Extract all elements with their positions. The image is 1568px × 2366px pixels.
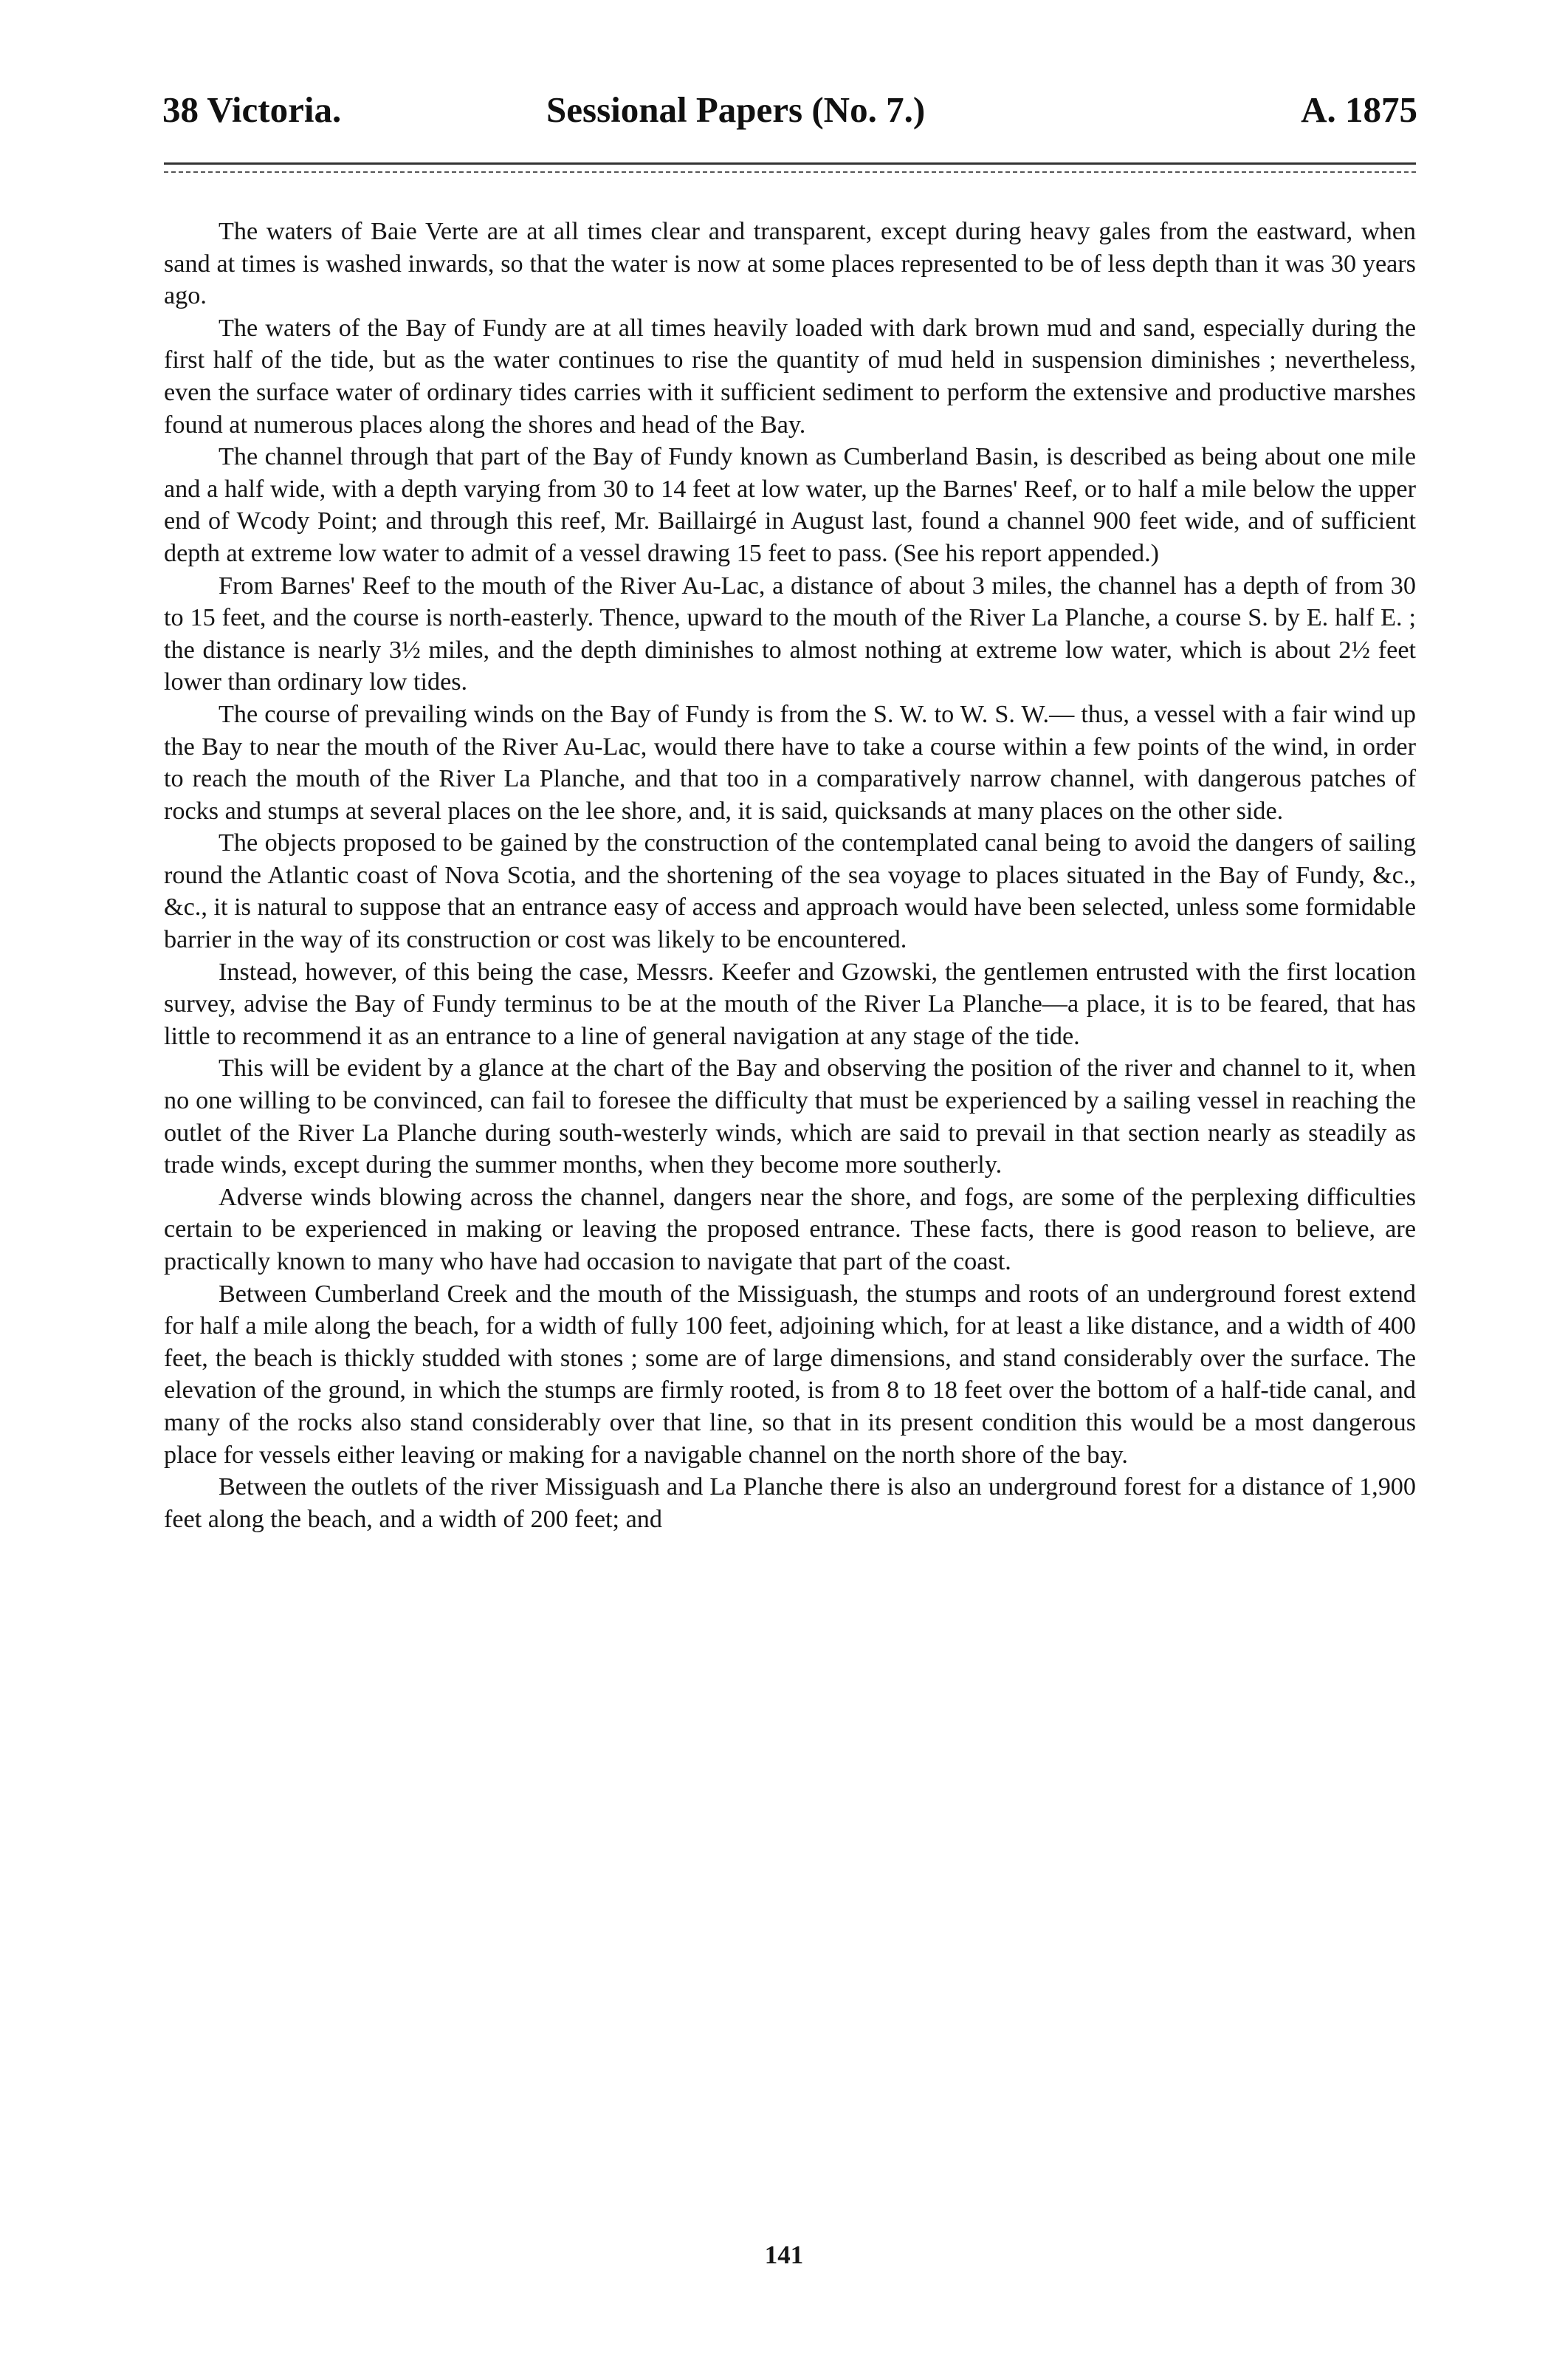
body-text — [164, 216, 1416, 1535]
paragraph: Between the outlets of the river Missiguash and La Planche there is also an underground forest for a distance of 1,900 feet along the beach, and a width of 200 feet; and — [164, 1473, 1416, 1533]
header-series-title: Sessional Papers (No. 7.) — [546, 89, 926, 130]
paragraph: Adverse winds blowing across the channel, dangers near the shore, and fogs, are some of the perplexing difficulties certain to be experienced in making or leaving the proposed entrance. These facts, there is good reason to believe, are practically known to many who have had occasion to navigate that part of the coast. — [164, 1183, 1416, 1275]
header-rule — [164, 157, 1416, 179]
header-rule-solid — [164, 162, 1416, 165]
page-header — [162, 89, 1417, 140]
paragraph: The waters of the Bay of Fundy are at all times heavily loaded with dark brown mud and sand, especially during the first half of the tide, but as the water continues to rise the quantity of mud held in suspension diminishes ; nevertheless, even the surface water of ordinary tides carries with it sufficient sediment to perform the extensive and productive marshes found at numerous places along the shores and head of the Bay. — [164, 314, 1416, 439]
paragraph: The waters of Baie Verte are at all times clear and transparent, except during heavy gales from the eastward, when sand at times is washed inwards, so that the water is now at some places represented to be of less depth than it was 30 years ago. — [164, 218, 1416, 310]
paragraph: The objects proposed to be gained by the construction of the contemplated canal being to avoid the dangers of sailing round the Atlantic coast of Nova Scotia, and the shortening of the sea voyage to places situated in the Bay of Fundy, &c., &c., it is natural to suppose that an entrance easy of access and approach would have been selected, unless some formidable barrier in the way of its construction or cost was likely to be encountered. — [164, 829, 1416, 954]
paragraph: Between Cumberland Creek and the mouth of the Missiguash, the stumps and roots of an underground forest extend for half a mile along the beach, for a width of fully 100 feet, adjoining which, for at least a like distance, and a width of 400 feet, the beach is thickly studded with stones ; some are of large dimensions, and stand considerably over the surface. The elevation of the ground, in which the stumps are firmly rooted, is from 8 to 18 feet over the bottom of a half-tide canal, and many of the rocks also stand considerably over that line, so that in its present condition this would be a most dangerous place for vessels either leaving or making for a navigable channel on the north shore of the bay. — [164, 1280, 1416, 1469]
paragraph: The channel through that part of the Bay of Fundy known as Cumberland Basin, is described as being about one mile and a half wide, with a depth varying from 30 to 14 feet at low water, up the Barnes' Reef, or to half a mile below the upper end of Wcody Point; and through this reef, Mr. Baillairgé in August last, found a channel 900 feet wide, and of sufficient depth at extreme low water to admit of a vessel drawing 15 feet to pass. (See his report appended.) — [164, 443, 1416, 567]
paragraph: From Barnes' Reef to the mouth of the River Au-Lac, a distance of about 3 miles, the channel has a depth of from 30 to 15 feet, and the course is north-easterly. Thence, upward to the mouth of the River La Planche, a course S. by E. half E. ; the distance is nearly 3½ miles, and the depth diminishes to almost nothing at extreme low water, which is about 2½ feet lower than ordinary low tides. — [164, 572, 1416, 696]
page-number: 141 — [764, 2240, 804, 2269]
header-year: A. 1875 — [1301, 89, 1417, 130]
paragraph: Instead, however, of this being the case, Messrs. Keefer and Gzowski, the gentlemen entrusted with the first location survey, advise the Bay of Fundy terminus to be at the mouth of the River La Planche—a place, it is to be feared, that has little to recommend it as an entrance to a line of general navigation at any stage of the tide. — [164, 958, 1416, 1050]
header-volume: 38 Victoria. — [162, 89, 342, 130]
header-rule-dashed — [164, 171, 1416, 173]
paragraph: This will be evident by a glance at the chart of the Bay and observing the position of the river and channel to it, when no one willing to be convinced, can fail to foresee the difficulty that must be experienced by a sailing vessel in reaching the outlet of the River La Planche during south-westerly winds, which are said to prevail in that section nearly as steadily as trade winds, except during the summer months, when they become more southerly. — [164, 1055, 1416, 1179]
paragraph: The course of prevailing winds on the Bay of Fundy is from the S. W. to W. S. W.— thus, a vessel with a fair wind up the Bay to near the mouth of the River Au-Lac, would there have to take a course within a few points of the wind, in order to reach the mouth of the River La Planche, and that too in a comparatively narrow channel, with dangerous patches of rocks and stumps at several places on the lee shore, and, it is said, quicksands at many places on the other side. — [164, 700, 1416, 825]
